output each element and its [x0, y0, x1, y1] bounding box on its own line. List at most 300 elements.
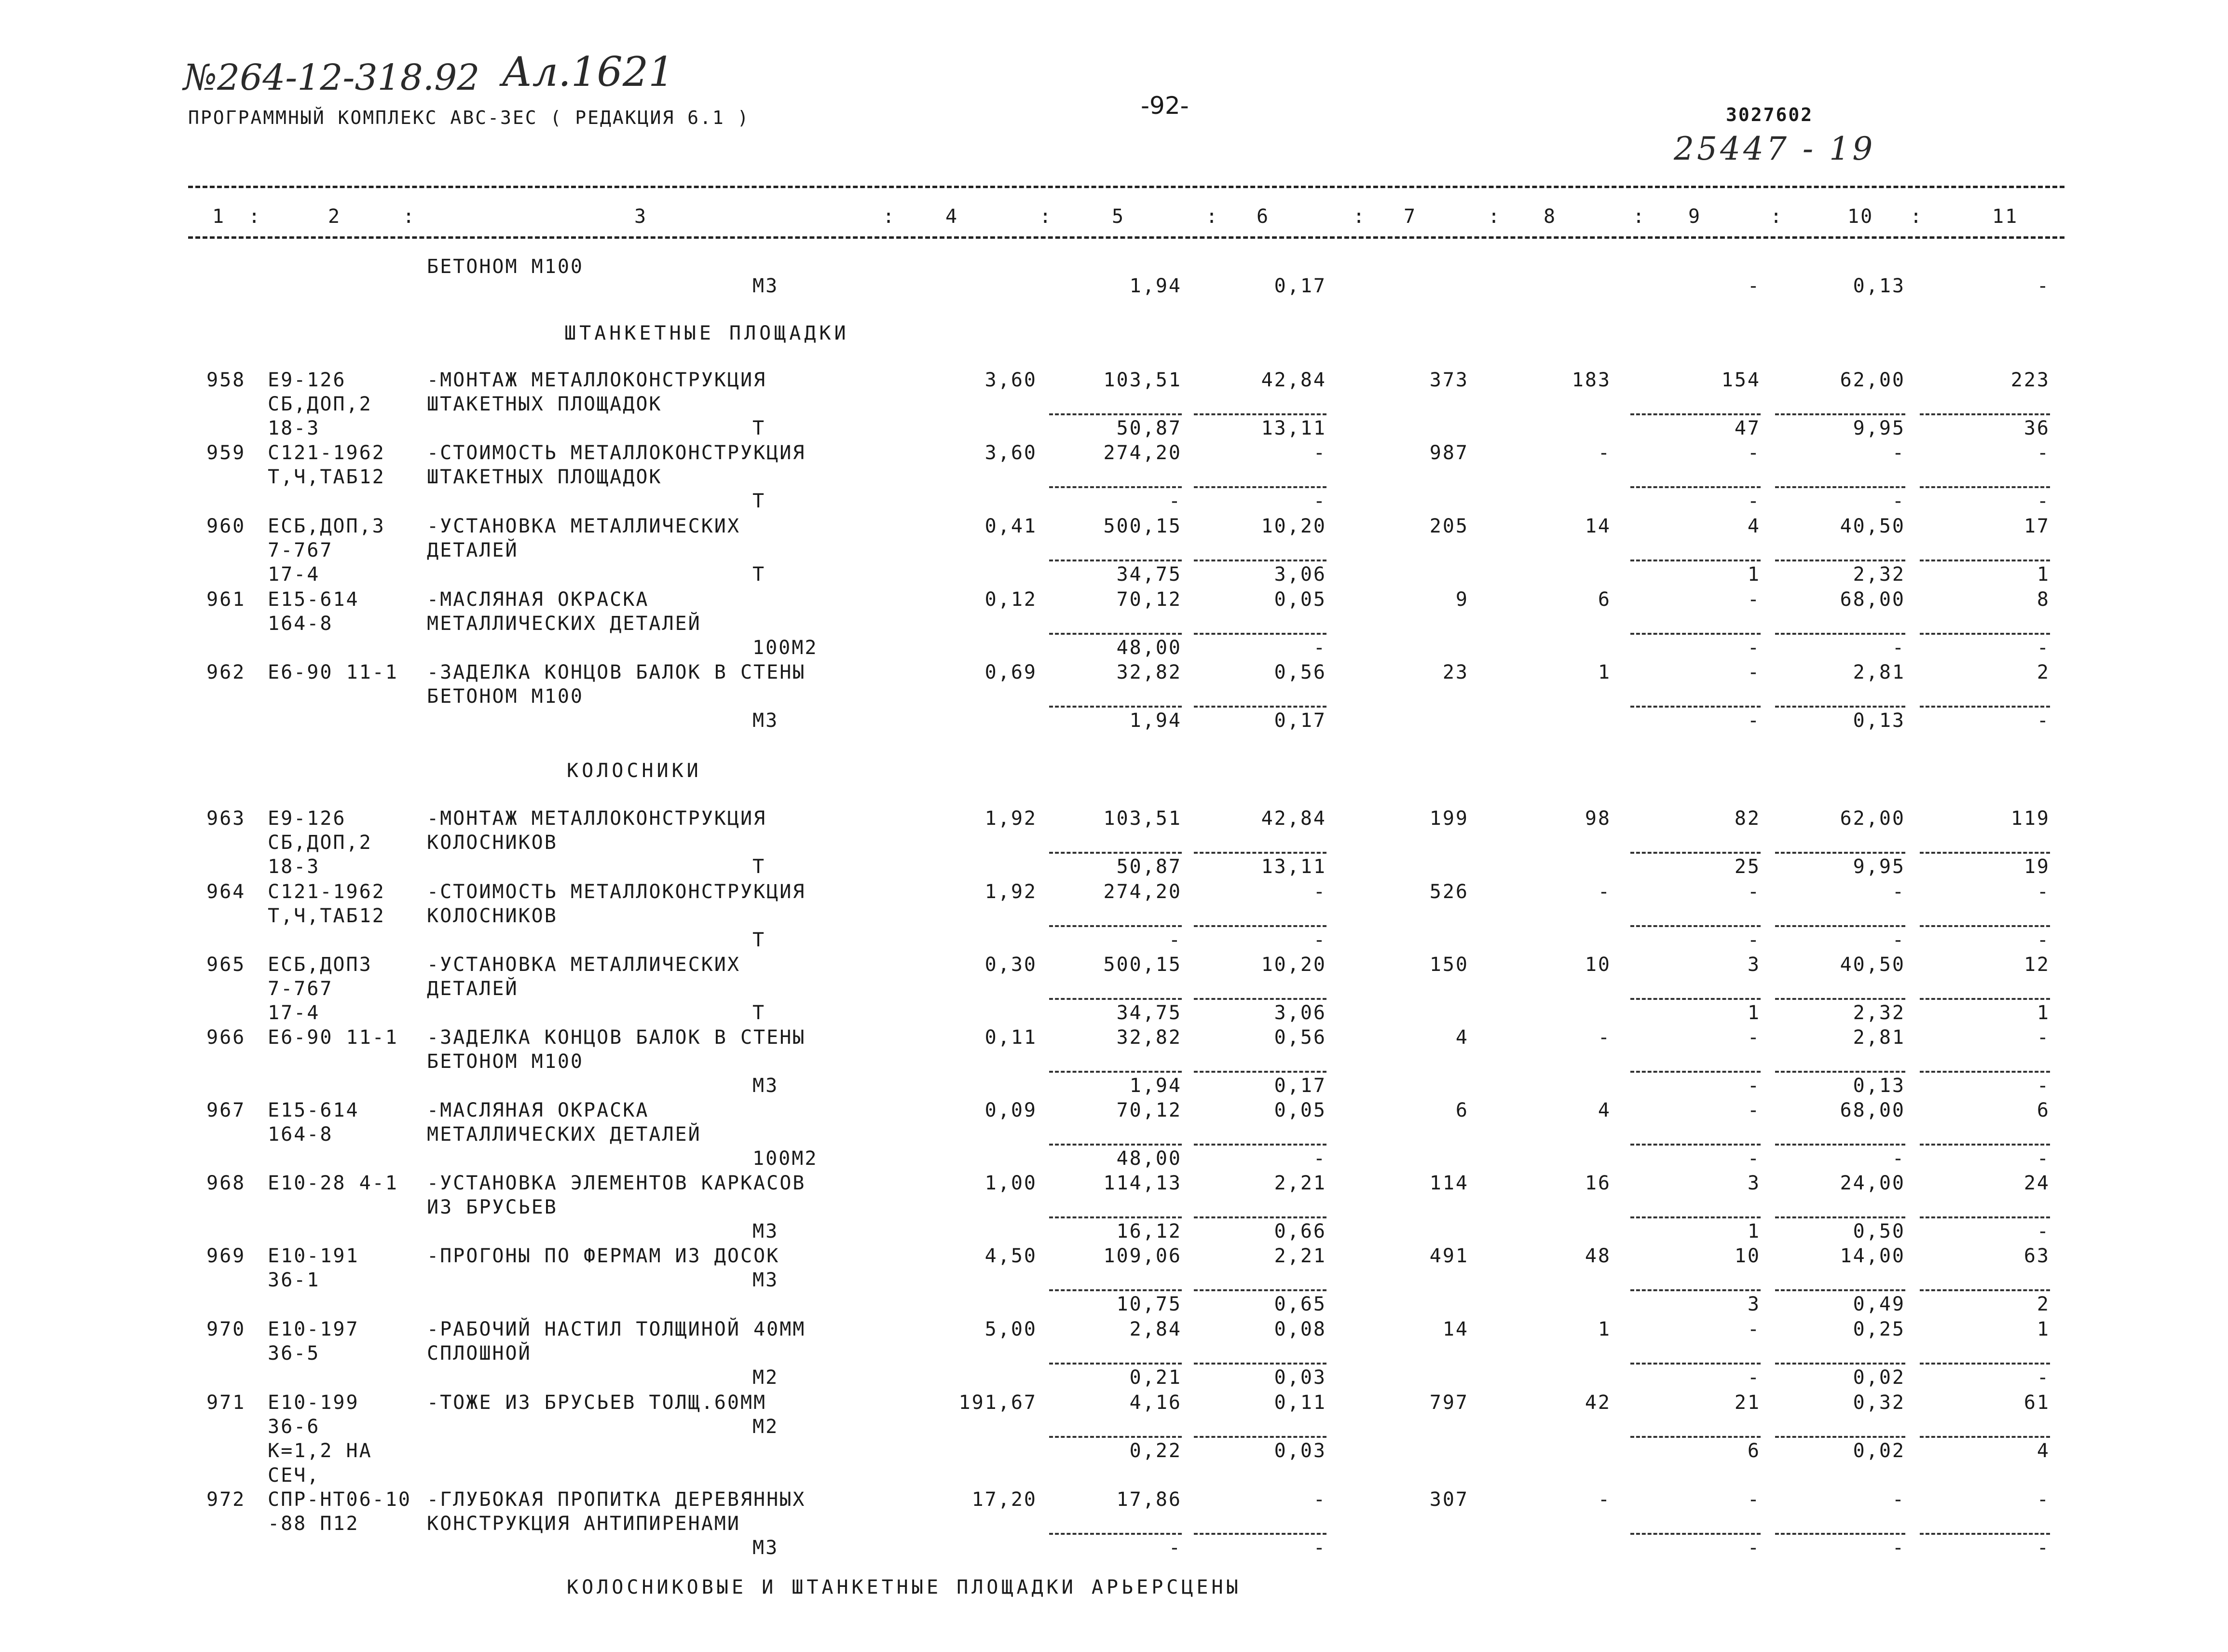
value-col-7: 23: [1442, 661, 1469, 683]
section-title: ШТАНКЕТНЫЕ ПЛОЩАДКИ: [564, 322, 849, 344]
subtotal-rule: [1630, 1144, 1761, 1146]
subtotal-rule: [1920, 560, 2050, 561]
value-col-11: 4: [2037, 1440, 2050, 1462]
value-col-7: 526: [1429, 881, 1469, 903]
value-col-10: 0,32: [1853, 1392, 1905, 1414]
value-col-6: -: [1313, 490, 1326, 512]
subtotal-rule: [1630, 1436, 1761, 1438]
value-col-6: 3,06: [1274, 563, 1326, 586]
work-description: -УСТАНОВКА МЕТАЛЛИЧЕСКИХ: [427, 954, 740, 976]
value-col-9: -: [1747, 490, 1761, 512]
value-col-7: 307: [1429, 1488, 1469, 1511]
row-number: 962: [206, 661, 246, 683]
value-col-5: 50,87: [1116, 417, 1182, 439]
value-col-5: 2,84: [1129, 1318, 1182, 1340]
column-number: 4: [945, 205, 959, 228]
subtotal-rule: [1194, 1289, 1326, 1291]
value-col-11: -: [2037, 637, 2050, 659]
subtotal-rule: [1775, 852, 1905, 854]
value-col-11: 63: [2023, 1245, 2050, 1267]
work-description: -ЗАДЕЛКА КОНЦОВ БАЛОК В СТЕНЫ: [427, 661, 806, 683]
subtotal-rule: [1920, 486, 2050, 488]
subtotal-rule: [1775, 1144, 1905, 1146]
value-col-10: 2,32: [1853, 563, 1905, 586]
value-col-11: 12: [2023, 954, 2050, 976]
value-col-7: 373: [1429, 369, 1469, 391]
value-col-10: 62,00: [1840, 369, 1905, 391]
subtotal-rule: [1920, 1289, 2050, 1291]
norm-code: Е10-191: [268, 1245, 359, 1267]
value-col-5: 274,20: [1103, 881, 1182, 903]
value-col-7: 987: [1429, 442, 1469, 464]
value-col-8: 10: [1585, 954, 1611, 976]
norm-code: 164-8: [268, 1123, 333, 1146]
row-number: 967: [206, 1099, 246, 1121]
value-col-7: 199: [1429, 807, 1469, 830]
value-col-9: -: [1747, 1075, 1761, 1097]
value-col-8: -: [1598, 1026, 1611, 1049]
value-col-6: 2,21: [1274, 1245, 1326, 1267]
subtotal-rule: [1920, 998, 2050, 1000]
value-col-6: 2,21: [1274, 1172, 1326, 1194]
norm-code: 17-4: [268, 1002, 320, 1024]
subtotal-rule: [1194, 1144, 1326, 1146]
value-col-9: 82: [1734, 807, 1761, 830]
value-col-8: 183: [1572, 369, 1611, 391]
unit-label: 100М2: [752, 637, 818, 659]
unit-label: Т: [752, 1002, 766, 1024]
norm-code: Е6-90 11-1: [268, 661, 398, 683]
subtotal-rule: [1920, 633, 2050, 635]
value-col-10: 9,95: [1853, 417, 1905, 439]
value-col-11: 2: [2037, 1293, 2050, 1315]
norm-code: СЕЧ,: [268, 1464, 320, 1487]
subtotal-rule: [1049, 1533, 1182, 1535]
value-col-9: 47: [1734, 417, 1761, 439]
subtotal-rule: [1049, 998, 1182, 1000]
work-description: КОНСТРУКЦИЯ АНТИПИРЕНАМИ: [427, 1513, 740, 1535]
document-code: 3027602: [1726, 104, 1814, 125]
value-col-6: 0,17: [1274, 710, 1326, 732]
value-col-11: 17: [2023, 515, 2050, 537]
subtotal-rule: [1920, 1071, 2050, 1073]
norm-code: СБ,ДОП,2: [268, 832, 372, 854]
subtotal-rule: [1049, 1436, 1182, 1438]
value-col-11: -: [2037, 1220, 2050, 1242]
subtotal-rule: [1049, 1363, 1182, 1365]
subtotal-rule: [1920, 1436, 2050, 1438]
value-col-6: 0,65: [1274, 1293, 1326, 1315]
value-col-10: 0,13: [1853, 1075, 1905, 1097]
page-number: -92-: [1141, 92, 1189, 120]
value-col-4: 3,60: [984, 369, 1037, 391]
value-col-6: 0,05: [1274, 588, 1326, 611]
column-number: 6: [1257, 205, 1270, 228]
unit-label: М2: [752, 1416, 779, 1438]
value-col-5: -: [1168, 1537, 1182, 1559]
value-col-9: 6: [1747, 1440, 1761, 1462]
row-number: 966: [206, 1026, 246, 1049]
value-col-9: 4: [1747, 515, 1761, 537]
value-col-10: -: [1892, 490, 1905, 512]
value-col-11: -: [2037, 442, 2050, 464]
value-col-4: 0,09: [984, 1099, 1037, 1121]
subtotal-rule: [1049, 486, 1182, 488]
unit-label: М3: [752, 1269, 779, 1291]
value-col-6: -: [1313, 1147, 1326, 1170]
value-col-10: 0,13: [1853, 275, 1905, 297]
subtotal-rule: [1775, 925, 1905, 927]
subtotal-rule: [1049, 706, 1182, 708]
work-description: -ПРОГОНЫ ПО ФЕРМАМ ИЗ ДОСОК: [427, 1245, 780, 1267]
value-col-5: 70,12: [1116, 1099, 1182, 1121]
value-col-10: 0,02: [1853, 1366, 1905, 1389]
subtotal-rule: [1630, 633, 1761, 635]
unit-label: М3: [752, 1220, 779, 1242]
header-rule-bottom: [188, 236, 2064, 239]
subtotal-rule: [1630, 852, 1761, 854]
subtotal-rule: [1920, 706, 2050, 708]
subtotal-rule: [1775, 1533, 1905, 1535]
value-col-11: -: [2037, 1075, 2050, 1097]
value-col-5: 103,51: [1103, 807, 1182, 830]
subtotal-rule: [1775, 560, 1905, 561]
subtotal-rule: [1775, 413, 1905, 415]
norm-code: С121-1962: [268, 881, 385, 903]
subtotal-rule: [1194, 706, 1326, 708]
value-col-9: -: [1747, 661, 1761, 683]
value-col-4: 0,69: [984, 661, 1037, 683]
value-col-4: 3,60: [984, 442, 1037, 464]
value-col-11: 36: [2023, 417, 2050, 439]
unit-label: Т: [752, 563, 766, 586]
value-col-8: 1: [1598, 661, 1611, 683]
value-col-11: 19: [2023, 856, 2050, 878]
subtotal-rule: [1920, 1144, 2050, 1146]
subtotal-rule: [1630, 413, 1761, 415]
header-rule-top: [188, 186, 2064, 188]
subtotal-rule: [1630, 1363, 1761, 1365]
subtotal-rule: [1194, 1533, 1326, 1535]
subtotal-rule: [1920, 852, 2050, 854]
subtotal-rule: [1194, 1216, 1326, 1218]
value-col-9: 3: [1747, 1172, 1761, 1194]
subtotal-rule: [1630, 706, 1761, 708]
value-col-8: 1: [1598, 1318, 1611, 1340]
column-separator: :: [1910, 205, 1924, 228]
value-col-10: 0,02: [1853, 1440, 1905, 1462]
value-col-11: -: [2037, 490, 2050, 512]
subtotal-rule: [1194, 852, 1326, 854]
norm-code: Е6-90 11-1: [268, 1026, 398, 1049]
value-col-4: 0,41: [984, 515, 1037, 537]
value-col-7: 6: [1455, 1099, 1469, 1121]
value-col-10: 2,32: [1853, 1002, 1905, 1024]
value-col-6: 0,11: [1274, 1392, 1326, 1414]
subtotal-rule: [1049, 852, 1182, 854]
norm-code: 36-1: [268, 1269, 320, 1291]
value-col-8: 42: [1585, 1392, 1611, 1414]
column-number: 3: [634, 205, 648, 228]
value-col-10: 0,50: [1853, 1220, 1905, 1242]
value-col-6: 10,20: [1261, 954, 1326, 976]
value-col-6: 13,11: [1261, 417, 1326, 439]
subtotal-rule: [1920, 925, 2050, 927]
norm-code: Е15-614: [268, 1099, 359, 1121]
value-col-4: 0,11: [984, 1026, 1037, 1049]
norm-code: 7-767: [268, 978, 333, 1000]
column-number: 1: [212, 205, 226, 228]
value-col-9: -: [1747, 637, 1761, 659]
work-description: -СТОИМОСТЬ МЕТАЛЛОКОНСТРУКЦИЯ: [427, 442, 806, 464]
unit-label: М3: [752, 1075, 779, 1097]
norm-code: Е9-126: [268, 369, 346, 391]
value-col-5: 103,51: [1103, 369, 1182, 391]
subtotal-rule: [1049, 1144, 1182, 1146]
subtotal-rule: [1775, 486, 1905, 488]
value-col-10: -: [1892, 929, 1905, 951]
value-col-10: -: [1892, 637, 1905, 659]
value-col-9: 10: [1734, 1245, 1761, 1267]
value-col-10: 14,00: [1840, 1245, 1905, 1267]
subtotal-rule: [1630, 560, 1761, 561]
value-col-6: 0,56: [1274, 661, 1326, 683]
value-col-5: 1,94: [1129, 1075, 1182, 1097]
value-col-9: -: [1747, 881, 1761, 903]
value-col-11: -: [2037, 1366, 2050, 1389]
value-col-6: 0,66: [1274, 1220, 1326, 1242]
value-col-8: 16: [1585, 1172, 1611, 1194]
value-col-6: 0,05: [1274, 1099, 1326, 1121]
value-col-5: 500,15: [1103, 515, 1182, 537]
value-col-6: 0,03: [1274, 1366, 1326, 1389]
subtotal-rule: [1775, 1289, 1905, 1291]
value-col-10: 2,81: [1853, 661, 1905, 683]
value-col-10: -: [1892, 1537, 1905, 1559]
norm-code: СБ,ДОП,2: [268, 393, 372, 415]
value-col-5: 16,12: [1116, 1220, 1182, 1242]
column-number: 2: [328, 205, 342, 228]
row-number: 960: [206, 515, 246, 537]
value-col-5: 114,13: [1103, 1172, 1182, 1194]
norm-code: Т,Ч,ТАБ12: [268, 905, 385, 927]
value-col-10: 68,00: [1840, 588, 1905, 611]
work-description: -УСТАНОВКА ЭЛЕМЕНТОВ КАРКАСОВ: [427, 1172, 806, 1194]
norm-code: Е15-614: [268, 588, 359, 611]
value-col-4: 0,30: [984, 954, 1037, 976]
work-description: -МОНТАЖ МЕТАЛЛОКОНСТРУКЦИЯ: [427, 369, 767, 391]
work-description: КОЛОСНИКОВ: [427, 832, 558, 854]
value-col-5: 50,87: [1116, 856, 1182, 878]
work-description: -СТОИМОСТЬ МЕТАЛЛОКОНСТРУКЦИЯ: [427, 881, 806, 903]
unit-label: Т: [752, 490, 766, 512]
value-col-10: 62,00: [1840, 807, 1905, 830]
value-col-6: 0,03: [1274, 1440, 1326, 1462]
value-col-9: -: [1747, 588, 1761, 611]
row-number: 964: [206, 881, 246, 903]
value-col-5: 109,06: [1103, 1245, 1182, 1267]
norm-code: 18-3: [268, 856, 320, 878]
value-col-9: -: [1747, 1318, 1761, 1340]
column-separator: :: [1488, 205, 1502, 228]
value-col-10: 40,50: [1840, 515, 1905, 537]
work-description: МЕТАЛЛИЧЕСКИХ ДЕТАЛЕЙ: [427, 1123, 701, 1146]
value-col-5: -: [1168, 929, 1182, 951]
value-col-10: 40,50: [1840, 954, 1905, 976]
norm-code: 17-4: [268, 563, 320, 586]
value-col-8: 6: [1598, 588, 1611, 611]
subtotal-rule: [1920, 1363, 2050, 1365]
subtotal-rule: [1775, 1216, 1905, 1218]
column-number: 7: [1404, 205, 1417, 228]
subtotal-rule: [1630, 1216, 1761, 1218]
value-col-9: -: [1747, 1099, 1761, 1121]
value-col-11: -: [2037, 1147, 2050, 1170]
value-col-10: 0,49: [1853, 1293, 1905, 1315]
value-col-11: 1: [2037, 1318, 2050, 1340]
value-col-8: -: [1598, 442, 1611, 464]
value-col-5: 500,15: [1103, 954, 1182, 976]
value-col-7: 797: [1429, 1392, 1469, 1414]
value-col-5: 274,20: [1103, 442, 1182, 464]
value-col-5: 32,82: [1116, 1026, 1182, 1049]
value-col-6: 0,56: [1274, 1026, 1326, 1049]
subtotal-rule: [1630, 1533, 1761, 1535]
value-col-9: -: [1747, 1488, 1761, 1511]
row-number: 961: [206, 588, 246, 611]
value-col-4: 1,00: [984, 1172, 1037, 1194]
norm-code: К=1,2 НА: [268, 1440, 372, 1462]
value-col-5: 34,75: [1116, 1002, 1182, 1024]
value-col-8: 98: [1585, 807, 1611, 830]
subtotal-rule: [1049, 925, 1182, 927]
unit-label: М3: [752, 275, 779, 297]
value-col-5: 48,00: [1116, 637, 1182, 659]
norm-code: -88 П12: [268, 1513, 359, 1535]
value-col-4: 1,92: [984, 881, 1037, 903]
value-col-11: -: [2037, 881, 2050, 903]
work-description: -ТОЖЕ ИЗ БРУСЬЕВ ТОЛЩ.60ММ: [427, 1392, 767, 1414]
value-col-9: 3: [1747, 1293, 1761, 1315]
unit-label: Т: [752, 929, 766, 951]
norm-code: 164-8: [268, 613, 333, 635]
work-description: БЕТОНОМ М100: [427, 256, 584, 278]
subtotal-rule: [1194, 1071, 1326, 1073]
value-col-11: 2: [2037, 661, 2050, 683]
value-col-9: -: [1747, 710, 1761, 732]
value-col-9: -: [1747, 442, 1761, 464]
value-col-6: 3,06: [1274, 1002, 1326, 1024]
work-description: ШТАКЕТНЫХ ПЛОЩАДОК: [427, 393, 662, 415]
value-col-8: 14: [1585, 515, 1611, 537]
subtotal-rule: [1049, 1289, 1182, 1291]
subtotal-rule: [1049, 560, 1182, 561]
column-separator: :: [1770, 205, 1784, 228]
subtotal-rule: [1194, 486, 1326, 488]
value-col-11: 61: [2023, 1392, 2050, 1414]
handwritten-code: 25447 - 19: [1674, 130, 1876, 167]
norm-code: 18-3: [268, 417, 320, 439]
subtotal-rule: [1920, 413, 2050, 415]
value-col-6: -: [1313, 881, 1326, 903]
work-description: -РАБОЧИЙ НАСТИЛ ТОЛЩИНОЙ 40ММ: [427, 1318, 806, 1340]
handwritten-document-number: №264-12-318.92: [183, 57, 480, 98]
column-number: 8: [1544, 205, 1557, 228]
value-col-4: 5,00: [984, 1318, 1037, 1340]
column-separator: :: [1633, 205, 1646, 228]
subtotal-rule: [1920, 1533, 2050, 1535]
column-separator: :: [248, 205, 262, 228]
work-description: МЕТАЛЛИЧЕСКИХ ДЕТАЛЕЙ: [427, 613, 701, 635]
work-description: СПЛОШНОЙ: [427, 1342, 532, 1365]
column-number: 9: [1688, 205, 1702, 228]
column-number: 10: [1847, 205, 1874, 228]
value-col-9: 21: [1734, 1392, 1761, 1414]
value-col-5: 10,75: [1116, 1293, 1182, 1315]
subtotal-rule: [1630, 1289, 1761, 1291]
value-col-10: 68,00: [1840, 1099, 1905, 1121]
value-col-11: 6: [2037, 1099, 2050, 1121]
value-col-9: 25: [1734, 856, 1761, 878]
value-col-5: 32,82: [1116, 661, 1182, 683]
value-col-6: 13,11: [1261, 856, 1326, 878]
subtotal-rule: [1630, 998, 1761, 1000]
subtotal-rule: [1630, 486, 1761, 488]
value-col-5: -: [1168, 490, 1182, 512]
row-number: 971: [206, 1392, 246, 1414]
norm-code: 7-767: [268, 539, 333, 561]
norm-code: С121-1962: [268, 442, 385, 464]
work-description: -МОНТАЖ МЕТАЛЛОКОНСТРУКЦИЯ: [427, 807, 767, 830]
value-col-9: -: [1747, 929, 1761, 951]
column-separator: :: [403, 205, 416, 228]
value-col-6: 10,20: [1261, 515, 1326, 537]
value-col-7: 491: [1429, 1245, 1469, 1267]
value-col-4: 4,50: [984, 1245, 1037, 1267]
value-col-10: -: [1892, 1147, 1905, 1170]
subtotal-rule: [1630, 925, 1761, 927]
subtotal-rule: [1049, 633, 1182, 635]
subtotal-rule: [1049, 1216, 1182, 1218]
value-col-8: 48: [1585, 1245, 1611, 1267]
value-col-9: 1: [1747, 1220, 1761, 1242]
value-col-5: 4,16: [1129, 1392, 1182, 1414]
subtotal-rule: [1194, 560, 1326, 561]
value-col-7: 205: [1429, 515, 1469, 537]
handwritten-album-number: Ал.1621: [502, 48, 674, 96]
unit-label: Т: [752, 417, 766, 439]
value-col-11: 24: [2023, 1172, 2050, 1194]
norm-code: 36-5: [268, 1342, 320, 1365]
value-col-9: -: [1747, 1026, 1761, 1049]
value-col-8: 4: [1598, 1099, 1611, 1121]
row-number: 969: [206, 1245, 246, 1267]
value-col-7: 14: [1442, 1318, 1469, 1340]
norm-code: Е9-126: [268, 807, 346, 830]
row-number: 959: [206, 442, 246, 464]
subtotal-rule: [1049, 1071, 1182, 1073]
row-number: 970: [206, 1318, 246, 1340]
value-col-6: 42,84: [1261, 807, 1326, 830]
column-number: 5: [1112, 205, 1125, 228]
value-col-11: -: [2037, 275, 2050, 297]
value-col-9: -: [1747, 1366, 1761, 1389]
norm-code: ЕСБ,ДОП,3: [268, 515, 385, 537]
norm-code: Е10-197: [268, 1318, 359, 1340]
subtotal-rule: [1194, 925, 1326, 927]
work-description: БЕТОНОМ М100: [427, 685, 584, 708]
value-col-9: 1: [1747, 563, 1761, 586]
